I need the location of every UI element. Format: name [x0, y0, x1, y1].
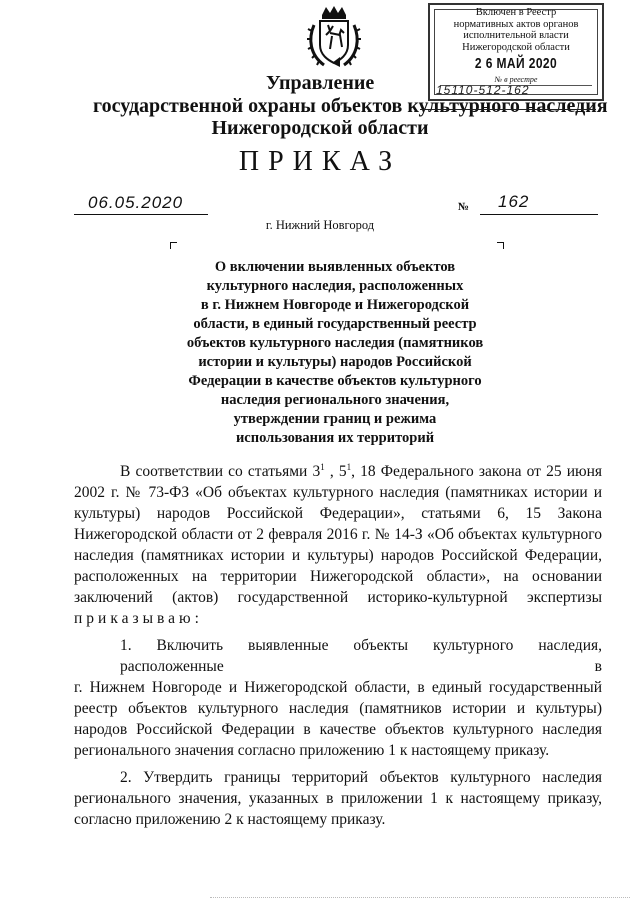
order-word: приказываю: [74, 610, 203, 627]
paragraph-line: 2. Утвердить границы территорий объектов культурного наследия [120, 769, 602, 786]
paragraph-line: 2002 г. № 73-ФЗ «Об объектах культурного наследия (памятниках истории и [74, 484, 602, 501]
stamp-line: Нижегородской области [462, 41, 570, 53]
paragraph-line: наследия (памятниках истории и культуры) народов Российской Федерации, [74, 547, 602, 564]
subject-corner-right [497, 242, 504, 249]
subject-line: в г. Нижнем Новгороде и Нижегородской [200, 297, 470, 313]
subject-line: Федерации в качестве объектов культурного [188, 373, 482, 389]
paragraph-line: регионального значения, указанных в приложении 1 к настоящему приказу, [74, 790, 602, 807]
paragraph-line: согласно приложению 2 к настоящему приказу. [74, 811, 386, 828]
city: г. Нижний Новгород [265, 218, 375, 232]
subject-corner-left [170, 242, 177, 249]
stamp-underline [420, 109, 596, 110]
paragraph-line: заключений (актов) государственной историко-культурной экспертизы [74, 589, 602, 606]
paragraph-line: народов Российской Федерации в качестве объектов культурного наследия [74, 721, 602, 738]
paragraph-line: г. Нижнем Новгороде и Нижегородской области, в единый государственный [74, 679, 602, 696]
org-title-line2: государственной охраны объектов культурного наследия [93, 95, 608, 117]
paragraph-preamble-first-line [74, 461, 602, 482]
paragraph-line: реестр объектов культурного наследия (памятников истории и культуры) [74, 700, 602, 717]
preamble-text: , 18 Федерального закона от 25 июня [351, 463, 603, 480]
superscript: 1 [320, 461, 325, 472]
preamble-text: В соответствии со статьями 3 [120, 463, 321, 480]
org-title-line3: Нижегородской области [211, 117, 429, 139]
subject-line: культурного наследия, расположенных [206, 278, 464, 294]
subject-line: области, в единый государственный реестр [193, 316, 477, 332]
document-type: ПРИКАЗ [238, 146, 402, 177]
subject-line: утверждении границ и режима [233, 411, 437, 427]
superscript: 1 [346, 461, 352, 472]
stamp-line: Включен в Реестр [475, 7, 557, 18]
paragraph-line: расположенных на территории Нижегородской области», на основании [74, 568, 602, 585]
subject-line: объектов культурного наследия (памятников [186, 335, 484, 351]
stamp-line: нормативных актов органов [453, 18, 579, 30]
number-label: № [458, 201, 470, 213]
order-body [74, 461, 602, 830]
stamp-text [430, 7, 602, 53]
subject-line: истории и культуры) народов Российской [198, 354, 472, 370]
stamp-registry-note: № в реестре [494, 75, 538, 84]
order-number: 162 [498, 192, 530, 211]
order-date: 06.05.2020 [88, 193, 184, 212]
scan-artifact-line [210, 897, 630, 899]
paragraph-line: Нижегородской области от 2 февраля 2016 г. № 14-З «Об объектах культурного [74, 526, 602, 543]
stamp-date: 2 6 МАЙ 2020 [474, 55, 558, 72]
subject-line: использования их территорий [235, 430, 435, 446]
order-subject [170, 258, 500, 448]
subject-line: наследия регионального значения, [220, 392, 450, 408]
stamp-line: исполнительной власти [463, 30, 569, 41]
subject-line: О включении выявленных объектов [214, 259, 456, 275]
org-title-line1: Управление [266, 72, 375, 94]
paragraph-line: культуры) народов Российской Федерации», статьями 6, 15 Закона [74, 505, 602, 522]
registry-stamp [428, 3, 604, 101]
stamp-registry-number: 15110-512-162 [436, 83, 530, 97]
preamble-text: , 5 [324, 463, 347, 480]
coat-of-arms-icon [306, 5, 362, 71]
paragraph-line: 1. Включить выявленные объекты культурного наследия, расположенные в [120, 637, 602, 675]
paragraph-line: регионального значения согласно приложению 1 к настоящему приказу. [74, 742, 550, 759]
